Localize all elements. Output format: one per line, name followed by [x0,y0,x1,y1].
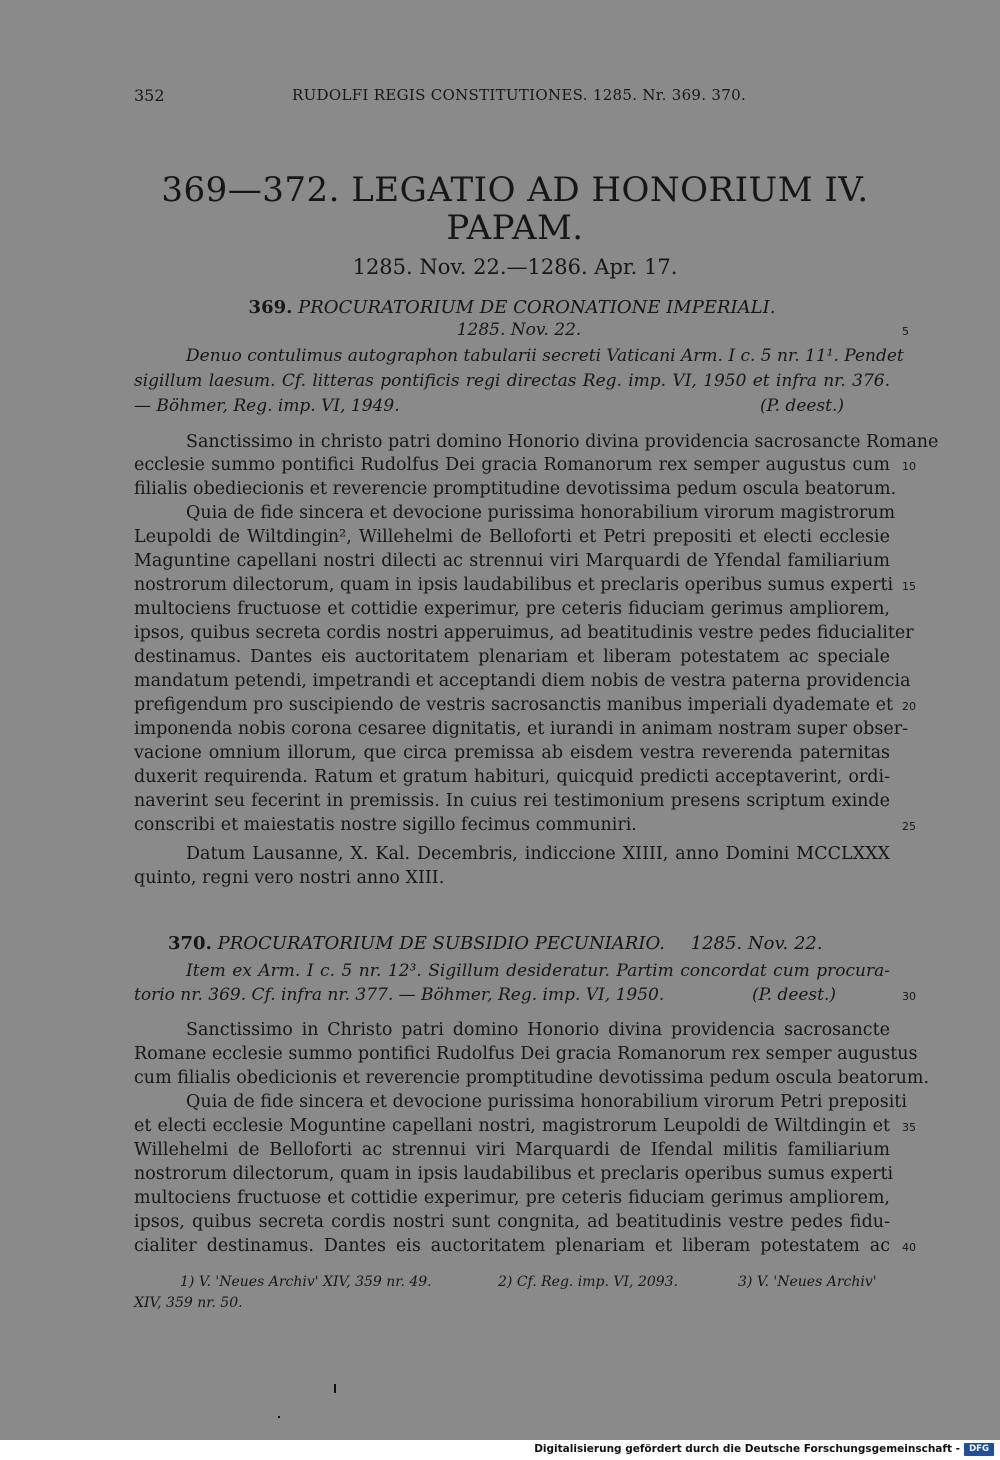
doc369-body-line: nostrorum dilectorum, quam in ipsis laudabilibus et preclaris operibus sumus experti [134,575,894,595]
doc369-heading [134,297,890,318]
digitization-footer [0,1440,1000,1460]
footnote-3-continued: XIV, 359 nr. 50. [134,1295,243,1311]
doc369-body-line: ecclesie summo pontifici Rudolfus Dei gracia Romanorum rex semper augustus cum [134,455,890,475]
page-number: 352 [134,86,165,105]
doc369-note-line: Denuo contulimus autographon tabularii secreti Vaticani Arm. I c. 5 nr. 11¹. Pendet [186,346,904,366]
margin-line-number: 15 [902,580,916,593]
scan-speck [334,1384,336,1393]
doc369-body-line: filialis obediecionis et reverencie promptitudine devotissima pedum oscula beatorum. [134,479,897,499]
doc370-number: 370. [168,933,212,954]
doc370-note-line: (P. deest.) [752,985,837,1005]
doc370-body-line: Romane ecclesie summo pontifici Rudolfus Dei gracia Romanorum rex semper augustus [134,1044,918,1064]
margin-line-number: 40 [902,1241,916,1254]
doc370-title: PROCURATORIUM DE SUBSIDIO PECUNIARIO. [217,933,665,954]
doc369-body-line: Leupoldi de Wiltdingin², Willehelmi de Belloforti et Petri prepositi et electi ecclesie [134,527,890,547]
doc369-body-line: Quia de fide sincera et devocione purissima honorabilium virorum magistrorum [186,503,896,523]
doc369-body-line: prefigendum pro suscipiendo de vestris sacrosanctis manibus imperiali dyademate et [134,695,894,715]
margin-line-number: 25 [902,820,916,833]
doc370-body-line: Quia de fide sincera et devocione purissima honorabilium virorum Petri prepositi [186,1092,907,1112]
footnote-3: 3) V. 'Neues Archiv' [738,1274,877,1290]
doc369-body-line: vacione omnium illorum, que circa premissa ab eisdem vestra reverenda paternitas [134,743,890,763]
doc370-body-line: Willehelmi de Belloforti ac strennui viri Marquardi de Ifendal militis familiarium [134,1140,890,1160]
running-head [134,86,890,108]
doc369-note-line: (P. deest.) [760,396,845,416]
doc369-number: 369. [248,297,293,318]
doc369-body-line: naverint seu fecerint in premissis. In cuius rei testimonium presens scriptum exinde [134,791,890,811]
dfg-logo-icon: DFG [964,1443,994,1456]
scan-speck [278,1416,280,1418]
doc370-body-line: nostrorum dilectorum, quam in ipsis laudabilibus et preclaris operibus sumus experti [134,1164,894,1184]
doc369-date: 1285. Nov. 22. [456,320,582,340]
doc370-body-line: cialiter destinamus. Dantes eis auctoritatem plenariam et liberam potestatem ac [134,1236,890,1256]
doc370-body-line: ipsos, quibus secreta cordis nostri sunt congnita, ad beatitudinis vestre pedes fidu- [134,1212,890,1232]
doc370-note-line: Item ex Arm. I c. 5 nr. 12³. Sigillum desideratur. Partim concordat cum procura- [186,961,890,981]
footer-credit: Digitalisierung gefördert durch die Deutsche Forschungsgemeinschaft - [534,1443,960,1455]
doc370-body-line: et electi ecclesie Moguntine capellani nostri, magistrorum Leupoldi de Wiltdingin et [134,1116,890,1136]
doc369-body-line: conscribi et maiestatis nostre sigillo fecimus communiri. [134,815,637,835]
running-title: RUDOLFI REGIS CONSTITUTIONES. 1285. Nr. 369. 370. [292,86,747,104]
doc369-body-line: mandatum petendi, impetrandi et acceptandi diem nobis de vestra paterna providencia [134,671,911,691]
margin-line-number: 35 [902,1121,916,1134]
doc369-body-line: Sanctissimo in christo patri domino Honorio divina providencia sacrosancte Romane [186,432,939,452]
doc369-title: PROCURATORIUM DE CORONATIONE IMPERIALI. [298,297,776,318]
doc370-body-line: multociens fructuose et cottidie experimur, pre ceteris fiduciam gerimus ampliorem, [134,1188,890,1208]
doc369-body-line: duxerit requirenda. Ratum et gratum habituri, quicquid predicti acceptaverint, ordi- [134,767,890,787]
margin-line-number: 20 [902,700,916,713]
doc369-body-line: destinamus. Dantes eis auctoritatem plenariam et liberam potestatem ac speciale [134,647,890,667]
main-title-line1: 369—372. LEGATIO AD HONORIUM IV. [161,170,869,210]
margin-line-number: 10 [902,460,916,473]
doc370-heading [168,933,868,954]
doc370-note-line: torio nr. 369. Cf. infra nr. 377. — Böhmer, Reg. imp. VI, 1950. [134,985,665,1005]
doc369-datum-line: quinto, regni vero nostri anno XIII. [134,868,445,888]
date-range: 1285. Nov. 22.—1286. Apr. 17. [352,255,678,279]
main-title-line2: PAPAM. [446,208,584,248]
doc370-date: 1285. Nov. 22. [690,933,823,954]
doc369-body-line: multociens fructuose et cottidie experimur, pre ceteris fiduciam gerimus ampliorem, [134,599,890,619]
doc369-datum-line: Datum Lausanne, X. Kal. Decembris, indiccione XIIII, anno Domini MCCLXXX [186,844,890,864]
doc369-note-line: — Böhmer, Reg. imp. VI, 1949. [134,396,400,416]
doc370-body-line: cum filialis obedicionis et reverencie promptitudine devotissima pedum oscula beatorum. [134,1068,930,1088]
doc369-body-line: imponenda nobis corona cesaree dignitatis, et iurandi in animam nostram super obser- [134,719,908,739]
footnote-1: 1) V. 'Neues Archiv' XIV, 359 nr. 49. [180,1274,432,1290]
doc369-body-line: Maguntine capellani nostri dilecti ac strennui viri Marquardi de Yfendal familiarium [134,551,890,571]
doc369-note-line: sigillum laesum. Cf. litteras pontificis regi directas Reg. imp. VI, 1950 et infra nr. 376. [134,371,890,391]
doc369-body-line: ipsos, quibus secreta cordis nostri apperuimus, ad beatitudinis vestre pedes fiducialiter [134,623,914,643]
footnote-2: 2) Cf. Reg. imp. VI, 2093. [498,1274,679,1290]
margin-line-number: 5 [902,325,909,338]
doc370-body-line: Sanctissimo in Christo patri domino Honorio divina providencia sacrosancte [186,1020,890,1040]
margin-line-number: 30 [902,990,916,1003]
